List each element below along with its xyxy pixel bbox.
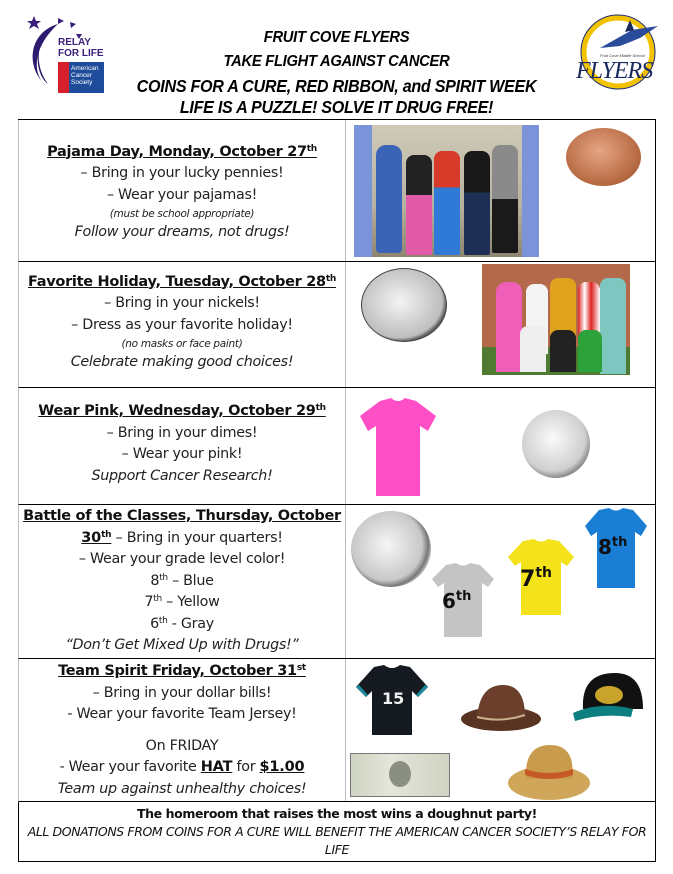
monday-line-2: – Wear your pajamas! [106, 186, 258, 203]
footer-text [19, 802, 655, 861]
jaguars-cap [571, 669, 647, 723]
row-wednesday [18, 388, 656, 505]
row-tuesday [18, 262, 656, 388]
acs-text-2: Cancer [71, 72, 92, 79]
thursday-images [346, 505, 655, 658]
hat-price: $1.00 [259, 759, 305, 775]
shirt-label-8th: 8th [598, 535, 628, 559]
quarter [351, 511, 431, 587]
tuesday-line-1: – Bring in your nickels! [104, 295, 260, 311]
tuesday-title: Favorite Holiday, Tuesday, October 28th [28, 273, 336, 290]
grade-8-color: 8th – Blue [150, 572, 214, 589]
friday-hat-line: - Wear your favorite HAT for $1.00 [59, 759, 305, 775]
flyers-subtext: Fruit Cove Middle School [600, 53, 645, 58]
row-monday [18, 120, 656, 262]
acs-text-1: American [71, 65, 99, 72]
friday-images [346, 659, 655, 801]
wednesday-title: Wear Pink, Wednesday, October 29th [38, 403, 326, 419]
row-thursday [18, 505, 656, 659]
dime [522, 410, 590, 478]
thursday-line-quarters: 30th – Bring in your quarters! [81, 529, 283, 546]
footer-row [18, 802, 656, 862]
monday-slogan: Follow your dreams, not drugs! [74, 224, 290, 240]
footer-donations-line: ALL DONATIONS FROM COINS FOR A CURE WILL BENEFIT THE AMERICAN CANCER SOCIETY’S RELAY FOR LIFE [27, 824, 647, 857]
friday-on-friday: On FRIDAY [145, 737, 219, 754]
flyers-text: FLYERS [576, 58, 653, 84]
tuesday-text [19, 262, 346, 387]
monday-title: Pajama Day, Monday, October 27th [47, 143, 317, 160]
friday-line-2: - Wear your favorite Team Jersey! [67, 706, 297, 722]
header-line-3: COINS FOR A CURE, RED RIBBON, and SPIRIT WEEK [136, 76, 537, 96]
wednesday-text [19, 388, 346, 504]
thursday-date: 30th [81, 529, 112, 546]
grade-7-color: 7th – Yellow [144, 594, 220, 610]
header-line-2: TAKE FLIGHT AGAINST CANCER [223, 53, 450, 70]
pink-tshirt [358, 398, 438, 498]
dollar-bill [350, 753, 450, 797]
nickel [361, 268, 447, 342]
pajama-group-photo [354, 125, 539, 257]
friday-slogan: Team up against unhealthy choices! [57, 780, 307, 797]
footer-doughnut-line: The homeroom that raises the most wins a doughnut party! [137, 806, 537, 821]
tuesday-slogan: Celebrate making good choices! [70, 354, 294, 370]
shirt-label-6th: 6th [442, 589, 472, 613]
acs-text-3: Society [71, 79, 93, 86]
thursday-slogan: “Don’t Get Mixed Up with Drugs!” [65, 637, 299, 653]
thursday-line-1: – Wear your grade level color! [78, 551, 286, 567]
header-line-4: LIFE IS A PUZZLE! SOLVE IT DRUG FREE! [179, 97, 494, 117]
holiday-costume-group-photo [482, 264, 630, 375]
thursday-text [19, 505, 346, 658]
jersey-number: 15 [382, 689, 405, 708]
tuesday-note: (no masks or face paint) [121, 338, 243, 350]
friday-line-1: – Bring in your dollar bills! [92, 684, 272, 701]
grade-6-color: 6th - Gray [150, 615, 214, 632]
wednesday-line-2: – Wear your pink! [121, 446, 243, 462]
monday-text [19, 120, 346, 261]
friday-title: Team Spirit Friday, October 31st [58, 663, 306, 679]
cowboy-hat [459, 679, 543, 735]
straw-hat [506, 739, 592, 803]
thursday-title: Battle of the Classes, Thursday, October [23, 508, 341, 524]
relay-line1: RELAY [58, 37, 91, 48]
tuesday-line-2: – Dress as your favorite holiday! [71, 316, 293, 333]
wednesday-line-1: – Bring in your dimes! [106, 424, 258, 441]
hat-word: HAT [200, 759, 233, 775]
tuesday-images [346, 262, 655, 387]
spirit-week-table [18, 119, 656, 862]
shirt-label-7th: 7th [520, 565, 552, 592]
friday-text [19, 659, 346, 801]
wednesday-images [346, 388, 655, 504]
monday-note: (must be school appropriate) [109, 208, 255, 220]
row-friday [18, 659, 656, 802]
penny [566, 128, 641, 186]
monday-line-1: – Bring in your lucky pennies! [80, 165, 284, 181]
header-line-1: FRUIT COVE FLYERS [263, 29, 410, 46]
wednesday-slogan: Support Cancer Research! [91, 467, 273, 484]
relay-line2: FOR LIFE [58, 48, 104, 59]
monday-images [346, 120, 655, 261]
